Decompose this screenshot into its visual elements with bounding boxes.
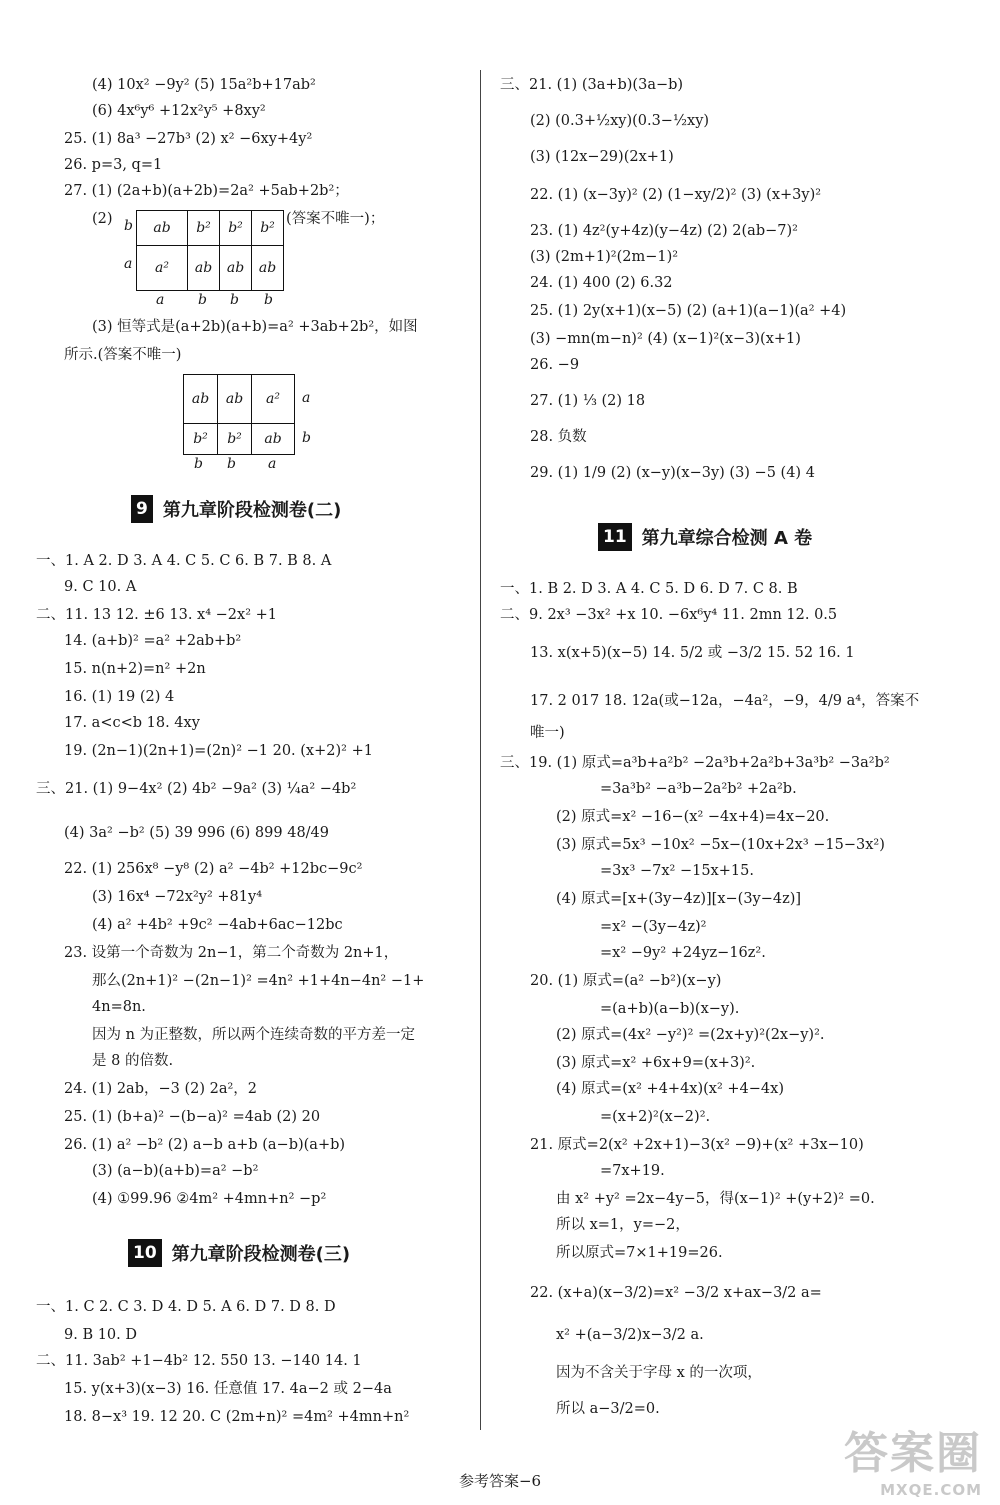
grid1-row-label: a xyxy=(124,256,133,272)
answer-line: 唯一) xyxy=(530,725,565,741)
answer-line: 因为 n 为正整数，所以两个连续奇数的平方差一定 xyxy=(92,1027,416,1043)
answer-line: 23. 设第一个奇数为 2n−1，第二个奇数为 2n+1， xyxy=(64,945,399,961)
answer-line: 15. y(x+3)(x−3) 16. 任意值 17. 4a−2 或 2−4a xyxy=(64,1381,392,1397)
grid2-col-label: b xyxy=(227,456,236,472)
answer-line: 20. (1) 原式=(a² −b²)(x−y) xyxy=(530,973,722,989)
answer-line: (2) 原式=x² −16−(x² −4x+4)=4x−20. xyxy=(556,809,830,825)
answer-line: 二、9. 2x³ −3x² +x 10. −6x⁶y⁴ 11. 2mn 12. 0.5 xyxy=(500,607,838,623)
answer-line: 三、21. (1) 9−4x² (2) 4b² −9a² (3) ¼a² −4b² xyxy=(36,781,357,797)
answer-line: (4) 3a² −b² (5) 39 996 (6) 899 48/49 xyxy=(64,825,330,841)
column-divider xyxy=(480,70,481,1430)
grid-cell: b² xyxy=(184,424,218,455)
section-header-9 xyxy=(131,494,341,524)
answer-line: (3) (a−b)(a+b)=a² −b² xyxy=(92,1163,259,1179)
answer-line: 一、1. C 2. C 3. D 4. D 5. A 6. D 7. D 8. D xyxy=(36,1299,336,1315)
answer-line: 所以 a−3/2=0. xyxy=(556,1401,660,1417)
grid1-col-label: a xyxy=(156,292,165,308)
answer-line: (4) 原式=[x+(3y−4z)][x−(3y−4z)] xyxy=(556,891,802,907)
grid1-col-label: b xyxy=(264,292,273,308)
section-number: 11 xyxy=(598,523,632,551)
answer-line: (2) (0.3+½xy)(0.3−½xy) xyxy=(530,113,710,129)
grid2-row-label: a xyxy=(302,390,311,406)
answer-line: x² +(a−3/2)x−3/2 a. xyxy=(556,1327,704,1343)
section-number: 9 xyxy=(131,495,153,523)
grid2-col-label: b xyxy=(194,456,203,472)
answer-line: =7x+19. xyxy=(600,1163,665,1179)
answer-line: 24. (1) 2ab，−3 (2) 2a²，2 xyxy=(64,1081,258,1097)
answer-line: 15. n(n+2)=n² +2n xyxy=(64,661,206,677)
area-model-grid-1 xyxy=(136,210,284,291)
answer-line: 三、21. (1) (3a+b)(3a−b) xyxy=(500,77,684,93)
answer-line: 所示.(答案不唯一) xyxy=(64,347,182,363)
answer-line: (4) 10x² −9y² (5) 15a²b+17ab² xyxy=(92,77,316,93)
answer-line: 由 x² +y² =2x−4y−5，得(x−1)² +(y+2)² =0. xyxy=(556,1191,875,1207)
answer-line: (4) 原式=(x² +4+4x)(x² +4−4x) xyxy=(556,1081,784,1097)
answer-line: 17. a<c<b 18. 4xy xyxy=(64,715,200,731)
section-title: 第九章阶段检测卷(二) xyxy=(162,500,342,521)
grid1-col-label: b xyxy=(230,292,239,308)
answer-line: (3) 16x⁴ −72x²y² +81y⁴ xyxy=(92,889,263,905)
grid-cell: ab xyxy=(137,211,188,246)
answer-line: 14. (a+b)² =a² +2ab+b² xyxy=(64,633,242,649)
grid-cell: b² xyxy=(220,211,252,246)
grid2-row-label: b xyxy=(302,430,311,446)
grid-cell: b² xyxy=(188,211,220,246)
grid-cell: ab xyxy=(252,424,295,455)
area-model-grid-2 xyxy=(183,374,295,455)
section-number: 10 xyxy=(128,1239,162,1267)
answer-line: =3x³ −7x² −15x+15. xyxy=(600,863,754,879)
answer-line: 22. (1) 256x⁸ −y⁸ (2) a² −4b² +12bc−9c² xyxy=(64,861,363,877)
answer-line: (3) (2m+1)²(2m−1)² xyxy=(530,249,679,265)
answer-line: 因为不含关于字母 x 的一次项， xyxy=(556,1365,762,1381)
grid-cell: ab xyxy=(220,246,252,291)
answer-line: 22. (1) (x−3y)² (2) (1−xy/2)² (3) (x+3y)² xyxy=(530,187,822,203)
answer-line: 那么(2n+1)² −(2n−1)² =4n² +1+4n−4n² −1+ xyxy=(92,973,425,989)
answer-line: 9. C 10. A xyxy=(64,579,137,595)
answer-line: 25. (1) 2y(x+1)(x−5) (2) (a+1)(a−1)(a² +4) xyxy=(530,303,847,319)
grid-cell: a² xyxy=(137,246,188,291)
answer-line: 4n=8n. xyxy=(92,999,146,1015)
section-title: 第九章综合检测 A 卷 xyxy=(641,528,813,549)
answer-line: 三、19. (1) 原式=a³b+a²b² −2a³b+2a²b+3a³b² −3a²b² xyxy=(500,755,890,771)
answer-line: (2) 原式=(4x² −y²)² =(2x+y)²(2x−y)². xyxy=(556,1027,825,1043)
answer-line: (答案不唯一)； xyxy=(286,211,385,227)
section-title: 第九章阶段检测卷(三) xyxy=(171,1244,351,1265)
answer-line: (2) xyxy=(92,211,113,227)
answer-line: =(x+2)²(x−2)². xyxy=(600,1109,711,1125)
answer-line: (3) 恒等式是(a+2b)(a+b)=a² +3ab+2b²，如图 xyxy=(92,319,418,335)
answer-line: 二、11. 3ab² +1−4b² 12. 550 13. −140 14. 1 xyxy=(36,1353,362,1369)
answer-line: (3) −mn(m−n)² (4) (x−1)²(x−3)(x+1) xyxy=(530,331,801,347)
answer-line: =3a³b² −a³b−2a²b² +2a²b. xyxy=(600,781,797,797)
answer-line: 18. 8−x³ 19. 12 20. C (2m+n)² =4m² +4mn+n² xyxy=(64,1409,410,1425)
watermark-text: 答案圈 xyxy=(844,1428,982,1479)
grid-cell: b² xyxy=(252,211,284,246)
answer-line: 一、1. B 2. D 3. A 4. C 5. D 6. D 7. C 8. B xyxy=(500,581,798,597)
answer-line: 二、11. 13 12. ±6 13. x⁴ −2x² +1 xyxy=(36,607,277,623)
grid-cell: b² xyxy=(218,424,252,455)
answer-line: 28. 负数 xyxy=(530,429,587,445)
section-header-11 xyxy=(598,522,812,552)
answer-line: 16. (1) 19 (2) 4 xyxy=(64,689,175,705)
page-footer: 参考答案−6 xyxy=(458,1472,542,1490)
answer-line: 26. (1) a² −b² (2) a−b a+b (a−b)(a+b) xyxy=(64,1137,346,1153)
grid-cell: ab xyxy=(218,375,252,424)
grid-cell: ab xyxy=(188,246,220,291)
grid-cell: ab xyxy=(252,246,284,291)
answer-line: 9. B 10. D xyxy=(64,1327,138,1343)
answer-line: (6) 4x⁶y⁶ +12x²y⁵ +8xy² xyxy=(92,103,266,119)
grid-cell: a² xyxy=(252,375,295,424)
answer-line: (4) ①99.96 ②4m² +4mn+n² −p² xyxy=(92,1191,327,1207)
answer-line: 27. (1) ⅓ (2) 18 xyxy=(530,393,646,409)
answer-line: 17. 2 017 18. 12a(或−12a，−4a²，−9，4/9 a⁴，答案不 xyxy=(530,693,920,709)
answer-line: =x² −(3y−4z)² xyxy=(600,919,707,935)
section-header-10 xyxy=(128,1238,350,1268)
answer-line: (4) a² +4b² +9c² −4ab+6ac−12bc xyxy=(92,917,343,933)
watermark-url: MXQE.COM xyxy=(880,1481,982,1499)
grid2-col-label: a xyxy=(268,456,277,472)
answer-line: (3) 原式=5x³ −10x² −5x−(10x+2x³ −15−3x²) xyxy=(556,837,885,853)
answer-line: (3) (12x−29)(2x+1) xyxy=(530,149,674,165)
answer-line: 一、1. A 2. D 3. A 4. C 5. C 6. B 7. B 8. A xyxy=(36,553,332,569)
answer-line: =x² −9y² +24yz−16z². xyxy=(600,945,766,961)
answer-line: 25. (1) 8a³ −27b³ (2) x² −6xy+4y² xyxy=(64,131,313,147)
answer-line: 所以 x=1，y=−2， xyxy=(556,1217,690,1233)
grid1-col-label: b xyxy=(198,292,207,308)
answer-line: 27. (1) (2a+b)(a+2b)=2a² +5ab+2b²； xyxy=(64,183,349,199)
answer-line: 13. x(x+5)(x−5) 14. 5/2 或 −3/2 15. 52 16. 1 xyxy=(530,645,855,661)
answer-line: 26. p=3, q=1 xyxy=(64,157,163,173)
answer-line: 21. 原式=2(x² +2x+1)−3(x² −9)+(x² +3x−10) xyxy=(530,1137,864,1153)
watermark-logo xyxy=(844,1417,982,1499)
answer-line: 19. (2n−1)(2n+1)=(2n)² −1 20. (x+2)² +1 xyxy=(64,743,373,759)
answer-line: 24. (1) 400 (2) 6.32 xyxy=(530,275,673,291)
grid-cell: ab xyxy=(184,375,218,424)
answer-line: 所以原式=7×1+19=26. xyxy=(556,1245,723,1261)
answer-line: 22. (x+a)(x−3/2)=x² −3/2 x+ax−3/2 a= xyxy=(530,1285,822,1301)
answer-line: (3) 原式=x² +6x+9=(x+3)². xyxy=(556,1055,756,1071)
answer-line: 23. (1) 4z²(y+4z)(y−4z) (2) 2(ab−7)² xyxy=(530,223,798,239)
answer-line: =(a+b)(a−b)(x−y). xyxy=(600,1001,740,1017)
grid1-row-label: b xyxy=(124,218,133,234)
answer-line: 26. −9 xyxy=(530,357,580,373)
answer-line: 25. (1) (b+a)² −(b−a)² =4ab (2) 20 xyxy=(64,1109,321,1125)
answer-line: 是 8 的倍数. xyxy=(92,1053,174,1069)
answer-line: 29. (1) 1/9 (2) (x−y)(x−3y) (3) −5 (4) 4 xyxy=(530,465,815,481)
